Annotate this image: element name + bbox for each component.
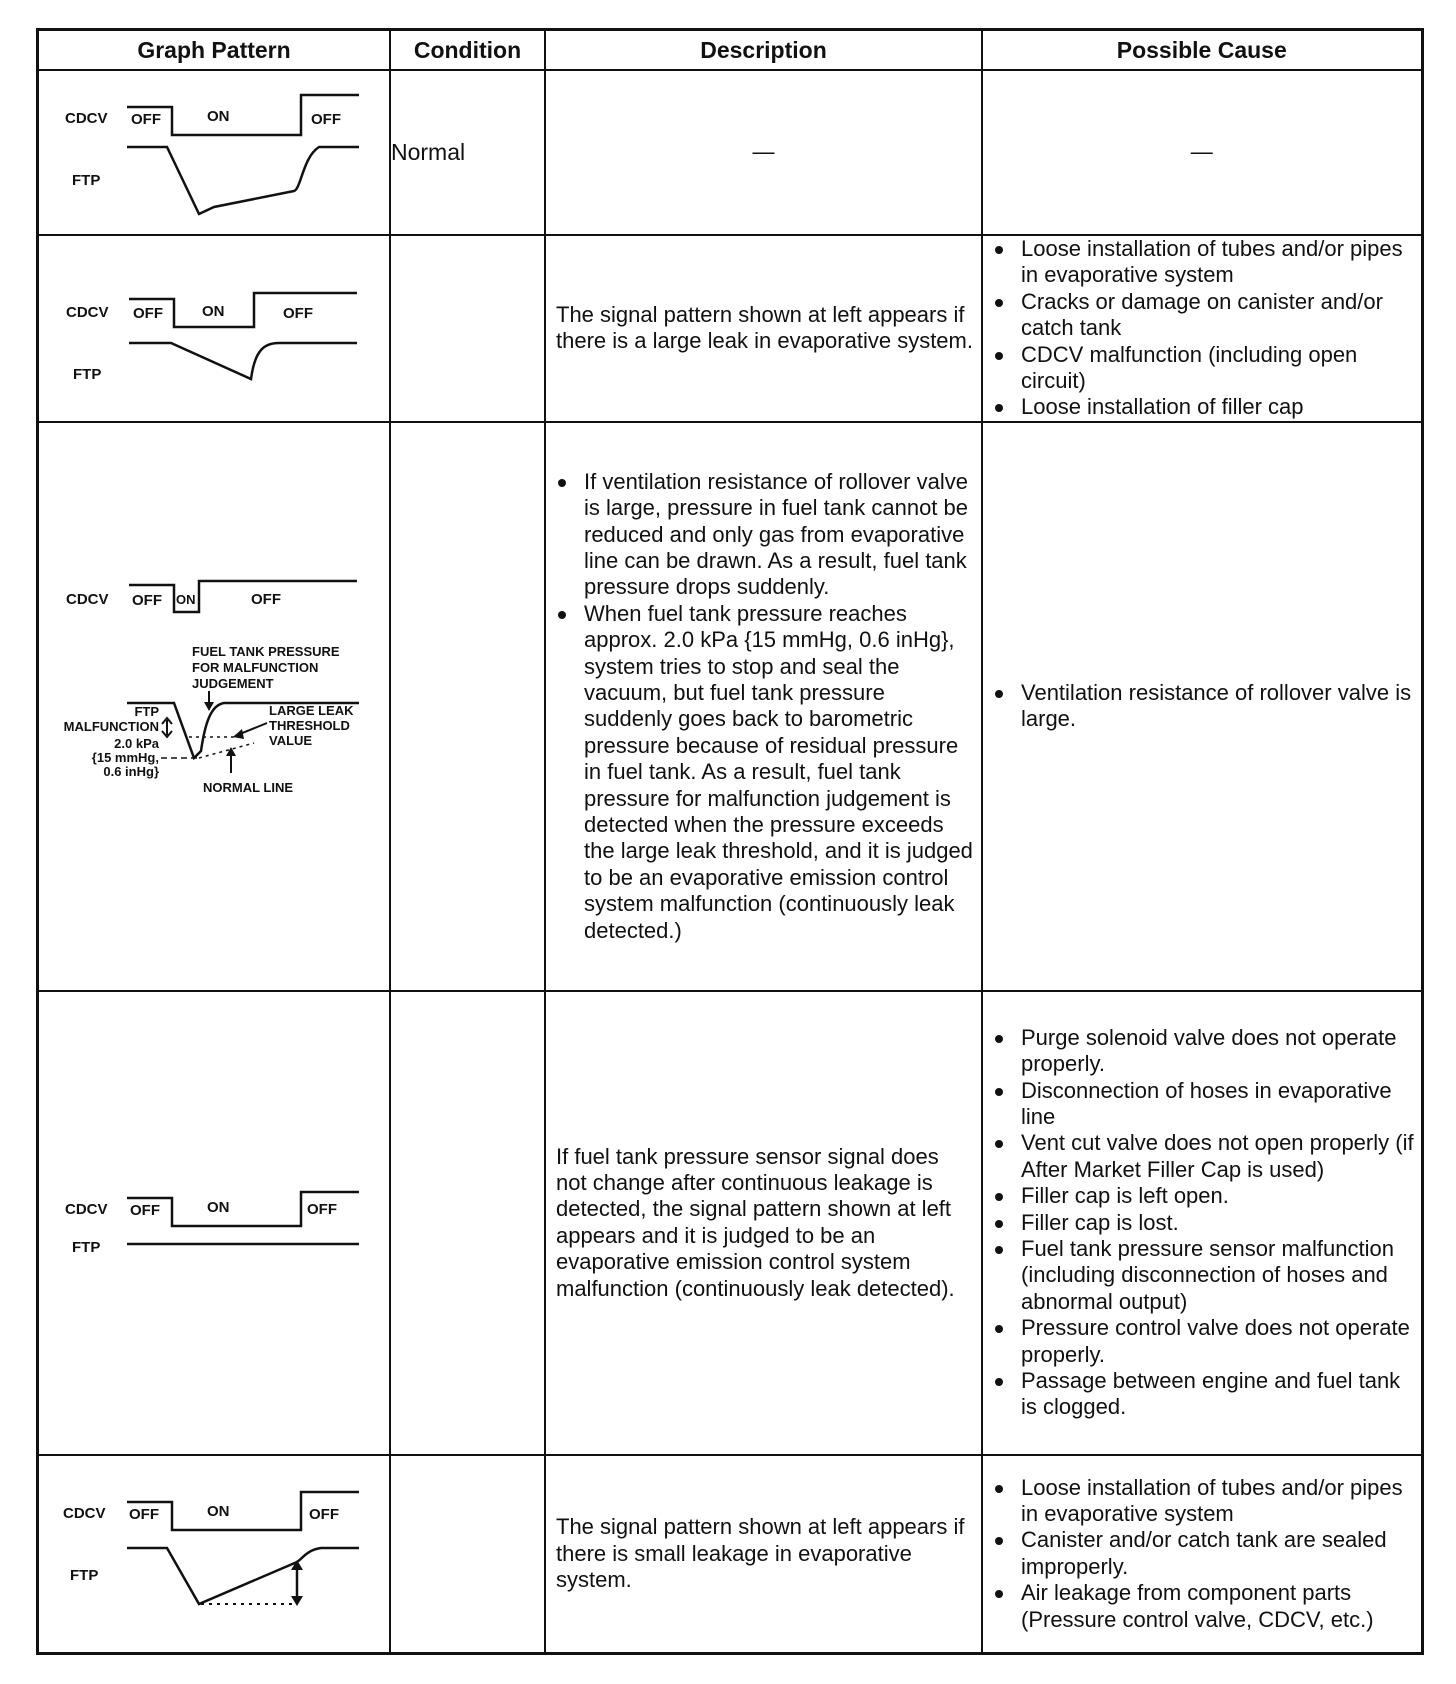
- description-item: If ventilation resistance of rollover valve is large, pressure in fuel tank cannot be reduced and only gas from evaporative line can be drawn. As a result, fuel tank pressure drops suddenly.: [554, 469, 975, 601]
- graph-cell-rollover: [38, 422, 391, 991]
- cause-item: Fuel tank pressure sensor malfunction (including disconnection of hoses and abnormal output): [991, 1236, 1415, 1315]
- mmhg-label: {15 mmHg,: [91, 749, 159, 765]
- causes-small-leak: [982, 1455, 1422, 1654]
- on-label: ON: [202, 302, 225, 320]
- causes-rollover: [982, 422, 1422, 991]
- cdcv-label: CDCV: [65, 1200, 108, 1218]
- fuel-tank-pressure-label: FUEL TANK PRESSURE: [192, 643, 340, 659]
- off-label: OFF: [131, 111, 161, 128]
- cause-item: Purge solenoid valve does not operate properly.: [991, 1025, 1415, 1078]
- cause-item: Passage between engine and fuel tank is clogged.: [991, 1368, 1415, 1421]
- ftp-signal-line: [129, 343, 357, 379]
- description-item: When fuel tank pressure reaches approx. 2.0 kPa {15 mmHg, 0.6 inHg}, system tries to stop and seal the vacuum, but fuel tank pressure suddenly goes back to barometric pressure because of residual pressure in fuel tank. As a result, fuel tank pressure for malfunction judgement is detected when the pressure exceeds the large leak threshold, and it is judged to be an evaporative emission control system malfunction (continuously leak detected.): [554, 601, 975, 944]
- cause-item: Air leakage from component parts (Pressure control valve, CDCV, etc.): [991, 1580, 1415, 1633]
- graph-normal: [39, 71, 389, 234]
- off-label: OFF: [309, 1505, 339, 1523]
- fuel-tank-pressure-label: JUDGEMENT: [192, 675, 274, 691]
- off-label: OFF: [251, 590, 281, 608]
- ftp-malfunction-label: FTP: [134, 703, 159, 719]
- description-continuous-leak: [545, 991, 982, 1455]
- graph-cell-large-leak: [38, 235, 391, 422]
- condition-small-leak: [390, 1455, 545, 1654]
- header-row: [38, 30, 1423, 71]
- diagnosis-table-frame: [36, 28, 1424, 1655]
- off-label: OFF: [307, 1200, 337, 1218]
- kpa-label: 2.0 kPa: [114, 735, 159, 751]
- cause-item: Loose installation of tubes and/or pipes in evaporative system: [991, 1475, 1415, 1528]
- condition-large-leak: [390, 235, 545, 422]
- on-label: ON: [207, 1198, 230, 1216]
- malfunction-range-arrow: [162, 718, 172, 737]
- off-label: OFF: [133, 304, 163, 322]
- header-condition: Condition: [390, 30, 545, 71]
- diagnosis-table: [36, 28, 1424, 1655]
- off-label: OFF: [283, 304, 313, 322]
- cdcv-signal-line: [129, 581, 357, 612]
- ftp-signal-line: [127, 147, 359, 214]
- cause-item: Disconnection of hoses in evaporative line: [991, 1078, 1415, 1131]
- graph-cell-normal: [38, 70, 391, 235]
- large-leak-label: THRESHOLD: [269, 717, 350, 733]
- cause-item: Filler cap is lost.: [991, 1210, 1415, 1236]
- cause-item: Vent cut valve does not open properly (if After Market Filler Cap is used): [991, 1130, 1415, 1183]
- off-label: OFF: [132, 591, 162, 609]
- graph-small-leak: [39, 1456, 389, 1652]
- large-leak-label: LARGE LEAK: [269, 702, 354, 718]
- description-large-leak: [545, 235, 982, 422]
- description-text: If fuel tank pressure sensor signal does not change after continuous leakage is detected, the signal pattern shown at left appears and it is judged to be an evaporative emission control system malfunction (continuously leak detected).: [556, 1143, 955, 1301]
- graph-cell-small-leak: [38, 1455, 391, 1654]
- off-label: OFF: [129, 1505, 159, 1523]
- description-small-leak: [545, 1455, 982, 1654]
- on-label: ON: [207, 108, 230, 125]
- description-normal: —: [545, 70, 982, 235]
- on-label: ON: [176, 591, 196, 607]
- header-description: Description: [545, 30, 982, 71]
- inhg-label: 0.6 inHg}: [103, 763, 159, 779]
- large-leak-label: VALUE: [269, 732, 313, 748]
- cause-item: CDCV malfunction (including open circuit): [991, 342, 1415, 395]
- description-text: The signal pattern shown at left appears if there is a large leak in evaporative system.: [556, 302, 973, 354]
- graph-rollover: [39, 423, 389, 990]
- condition-continuous-leak: [390, 991, 545, 1455]
- graph-cell-continuous-leak: [38, 991, 391, 1455]
- cdcv-signal-line: [129, 293, 357, 327]
- header-graph-pattern: Graph Pattern: [38, 30, 391, 71]
- cause-item: Ventilation resistance of rollover valve is large.: [991, 680, 1415, 733]
- threshold-pointer-head: [233, 729, 244, 739]
- cause-item: Canister and/or catch tank are sealed improperly.: [991, 1527, 1415, 1580]
- ftp-label: FTP: [72, 1238, 101, 1256]
- ftp-signal-line: [127, 1548, 359, 1604]
- cause-normal: —: [982, 70, 1422, 235]
- on-label: ON: [207, 1502, 230, 1520]
- cause-item: Filler cap is left open.: [991, 1183, 1415, 1209]
- cause-item: Loose installation of tubes and/or pipes in evaporative system: [991, 236, 1415, 289]
- cdcv-label: CDCV: [66, 303, 109, 321]
- cdcv-label: CDCV: [66, 590, 109, 608]
- table-row-normal: [38, 70, 1423, 235]
- cause-item: Cracks or damage on canister and/or catch tank: [991, 289, 1415, 342]
- description-rollover: [545, 422, 982, 991]
- ftp-label: FTP: [73, 365, 102, 383]
- causes-large-leak: [982, 235, 1422, 422]
- off-label: OFF: [130, 1201, 160, 1219]
- table-row-rollover-valve: [38, 422, 1423, 991]
- cause-item: Loose installation of filler cap: [991, 394, 1415, 420]
- table-row-large-leak: [38, 235, 1423, 422]
- graph-continuous-leak: [39, 992, 389, 1454]
- ftp-label: FTP: [72, 172, 101, 189]
- ftp-malfunction-label: MALFUNCTION: [63, 718, 159, 734]
- off-label: OFF: [311, 111, 341, 128]
- normal-line-label: NORMAL LINE: [203, 779, 294, 795]
- graph-large-leak: [39, 237, 389, 420]
- condition-rollover: [390, 422, 545, 991]
- fuel-tank-pressure-label: FOR MALFUNCTION: [192, 659, 319, 675]
- condition-normal: Normal: [390, 70, 545, 235]
- table-row-continuous-leak: [38, 991, 1423, 1455]
- cause-item: Pressure control valve does not operate properly.: [991, 1315, 1415, 1368]
- header-possible-cause: Possible Cause: [982, 30, 1422, 71]
- causes-continuous-leak: [982, 991, 1422, 1455]
- description-text: The signal pattern shown at left appears if there is small leakage in evaporative system.: [556, 1514, 965, 1593]
- table-row-small-leak: [38, 1455, 1423, 1654]
- cdcv-label: CDCV: [65, 110, 108, 127]
- ftp-label: FTP: [70, 1566, 99, 1584]
- cdcv-label: CDCV: [63, 1504, 106, 1522]
